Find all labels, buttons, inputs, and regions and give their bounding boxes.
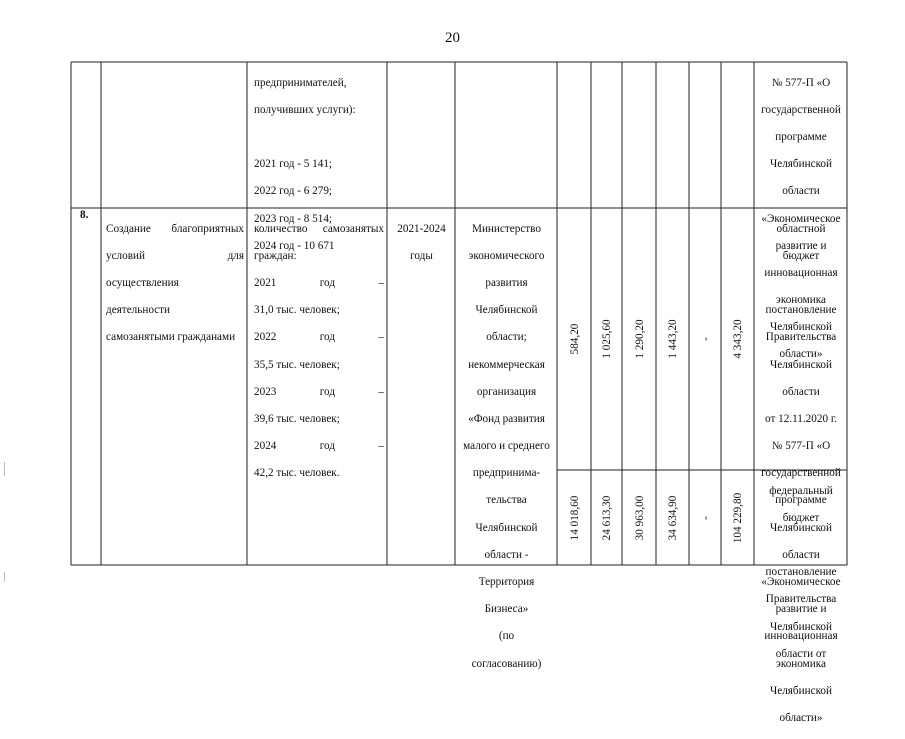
text-line: развитие и: [775, 239, 827, 252]
text-line: Челябинской: [769, 358, 833, 371]
text-line: условий для: [106, 249, 244, 262]
text-line: согласованию): [471, 657, 542, 670]
regional-amount-2022: 1 025,60: [601, 319, 613, 359]
text-line: 2021-2024: [397, 222, 446, 235]
federal-amount-2022: 24 613,30: [601, 495, 613, 541]
text-line: «Фонд развития: [468, 412, 545, 425]
year-value: 35,5 тыс. человек;: [254, 358, 340, 371]
text-line: количество самозанятых: [254, 222, 384, 235]
text-line: № 577-П «О: [771, 440, 831, 453]
text-line: программе: [775, 494, 827, 507]
text-line: государственной: [761, 467, 841, 480]
text-line: [755, 539, 847, 553]
text-line: 2023 год - 8 514;: [254, 212, 333, 225]
text-line: развитие и: [775, 603, 827, 616]
text-line: 2022 год - 6 279;: [254, 185, 333, 198]
page-number: 20: [445, 30, 460, 46]
text-line: некоммерческая: [468, 358, 545, 371]
scan-mark: [4, 462, 5, 476]
year-label: 2022 год –: [254, 331, 384, 344]
text-line: постановление: [765, 304, 837, 317]
regional-amount-total: 4 343,20: [732, 319, 744, 359]
federal-amount-2023: 30 963,00: [634, 495, 646, 541]
text-line: осуществления: [106, 276, 179, 289]
text-line: федеральный: [769, 484, 833, 497]
year-value: 39,6 тыс. человек;: [254, 412, 340, 425]
text-line: экономика: [776, 294, 826, 307]
text-line: области: [782, 548, 820, 561]
year-label: 2024 год –: [254, 440, 384, 453]
text-line: 2021 год - 5 141;: [254, 158, 333, 171]
text-line: инновационная: [764, 266, 838, 279]
text-line: инновационная: [764, 630, 838, 643]
measure-name-cell: [106, 209, 244, 359]
text-line: от 12.11.2020 г.: [765, 412, 837, 425]
text-line: малого и среднего: [463, 440, 550, 453]
regional-amount-2023: 1 290,20: [634, 319, 646, 359]
text-line: бюджет: [782, 249, 820, 262]
text-line: Челябинской: [769, 158, 833, 171]
text-line: Челябинской: [475, 304, 538, 317]
text-line: областной: [776, 222, 826, 235]
text-line: Министерство: [472, 222, 541, 235]
federal-basis-cell: [755, 471, 847, 675]
text-line: предпринимателей,: [254, 76, 347, 89]
federal-amount-2025: -: [700, 516, 712, 520]
year-value: 42,2 тыс. человек.: [254, 467, 340, 480]
text-line: области: [782, 385, 820, 398]
federal-amount-total: 104 229,80: [732, 492, 744, 544]
text-line: Челябинской: [475, 521, 538, 534]
regional-amount-2024: 1 443,20: [667, 319, 679, 359]
federal-amount-2024: 34 634,90: [667, 495, 679, 541]
text-line: Территория: [478, 576, 535, 589]
text-line: области -: [484, 548, 529, 561]
indicator-cell: [254, 209, 384, 494]
text-line: [254, 131, 384, 145]
text-line: № 577-П «О: [771, 76, 831, 89]
text-line: экономика: [776, 657, 826, 670]
text-line: тельства: [486, 494, 527, 507]
text-line: [755, 277, 847, 291]
text-line: Челябинской: [769, 321, 833, 334]
scan-mark: [4, 572, 5, 582]
text-line: Челябинской: [769, 620, 833, 633]
text-line: области»: [779, 348, 823, 361]
regional-amount-2025: -: [700, 337, 712, 341]
text-line: граждан:: [254, 249, 297, 262]
text-line: развития: [485, 276, 528, 289]
text-line: области;: [486, 331, 527, 344]
text-line: Челябинской: [769, 521, 833, 534]
text-line: деятельности: [106, 304, 171, 317]
text-line: 2024 год - 10 671: [254, 239, 335, 252]
text-line: Челябинской: [769, 684, 833, 697]
federal-amount-2021: 14 018,60: [569, 495, 581, 541]
text-line: Создание благоприятных: [106, 222, 244, 235]
year-label: 2023 год –: [254, 385, 384, 398]
year-value: 31,0 тыс. человек;: [254, 304, 340, 317]
period-cell: [388, 209, 455, 277]
text-line: «Экономическое: [761, 576, 841, 589]
regional-amount-2021: 584,20: [569, 323, 581, 355]
text-line: экономического: [468, 249, 545, 262]
text-line: бюджет: [782, 511, 820, 524]
text-line: Бизнеса»: [484, 603, 529, 616]
text-line: Правительства: [765, 331, 837, 344]
text-line: предпринима-: [472, 467, 541, 480]
text-line: Правительства: [765, 593, 837, 606]
text-line: (по: [498, 630, 515, 643]
text-line: годы: [410, 249, 433, 262]
text-line: организация: [476, 385, 537, 398]
text-line: самозанятыми гражданами: [106, 331, 236, 344]
text-line: постановление: [765, 566, 837, 579]
text-line: государственной: [761, 103, 841, 116]
year-label: 2021 год –: [254, 276, 384, 289]
text-line: «Экономическое: [761, 212, 841, 225]
executor-cell: [456, 209, 557, 685]
text-line: области: [782, 185, 820, 198]
text-line: области от: [775, 647, 827, 660]
text-line: получивших услуги):: [254, 103, 356, 116]
text-line: программе: [775, 130, 827, 143]
text-line: области»: [779, 711, 823, 724]
row-number: 8.: [80, 209, 89, 221]
